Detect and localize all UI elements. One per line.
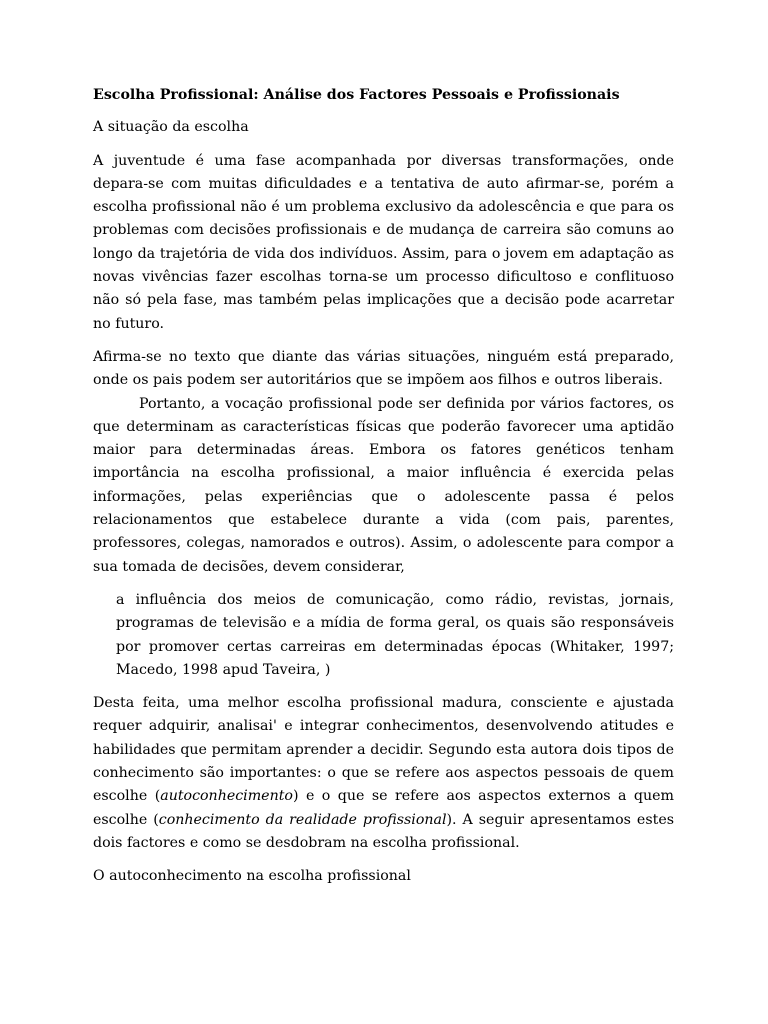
document-title: Escolha Profissional: Análise dos Factores Pessoais e Profissionais [93,87,620,103]
paragraph-afirma: Afirma-se no texto que diante das várias situações, ninguém está preparado, onde os pais podem ser autoritários que se impõem aos filhos e outros liberais. [93,348,674,389]
section-heading-situacao: A situação da escolha [93,119,249,136]
paragraph-text-part3: ). A seguir apresentamos estes dois factores e como se desdobram na escolha profissional. [93,811,674,851]
italic-conhecimento-realidade: conhecimento da realidade profissional [158,811,447,828]
paragraph-juventude: A juventude é uma fase acompanhada por diversas transformações, onde depara-se com muitas dificuldades e a tentativa de auto afirmar-se, porém a escolha profissional não é um problema exclusivo da adolescência e que para os problemas com decisões profissionais e de mudança de carreira são comuns ao longo da trajetória de vida dos indivíduos. Assim, para o jovem em adaptação as novas vivências fazer escolhas torna-se um processo dificultoso e conflituoso não só pela fase, mas também pelas implicações que a decisão pode acarretar no futuro. [93,152,674,332]
document-page [93,84,674,899]
block-quote: a influência dos meios de comunicação, como rádio, revistas, jornais, programas de televisão e a mídia de forma geral, os quais são responsáveis por promover certas carreiras em determinadas épocas (Whitaker, 1997; Macedo, 1998 apud Taveira, ) [116,591,674,678]
italic-autoconhecimento: autoconhecimento [160,788,293,805]
paragraph-text-part2: ) e o que se refere aos aspectos externos a quem escolhe ( [93,788,674,828]
paragraph-text-part1: Desta feita, uma melhor escolha profissional madura, consciente e ajustada requer adquirir, analisai' e integrar conhecimentos, desenvolvendo atitudes e habilidades que permitam aprender a decidir. Segundo esta autora dois tipos de conhecimento são importantes: o que se refere aos aspectos pessoais de quem escolhe ( [93,695,674,805]
paragraph-desta-feita [93,692,674,855]
section-heading-autoconhecimento: O autoconhecimento na escolha profissional [93,868,411,885]
paragraph-portanto: Portanto, a vocação profissional pode ser definida por vários factores, os que determinam as características físicas que poderão favorecer uma aptidão maior para determinadas áreas. Embora os fatores genéticos tenham importância na escolha profissional, a maior influência é exercida pelas informações, pelas experiências que o adolescente passa é pelos relacionamentos que estabelece durante a vida (com pais, parentes, professores, colegas, namorados e outros). Assim, o adolescente para compor a sua tomada de decisões, devem considerar, [93,395,674,575]
